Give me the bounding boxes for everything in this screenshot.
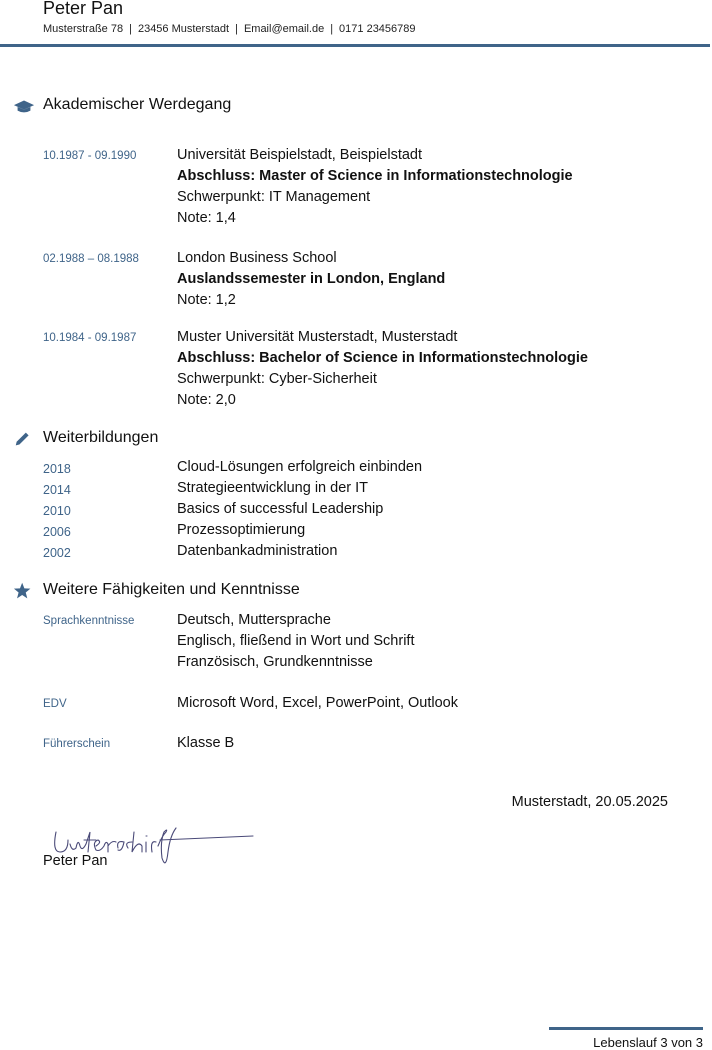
grade: Note: 2,0 xyxy=(177,392,236,408)
institution: London Business School xyxy=(177,250,337,266)
training-course: Basics of successful Leadership xyxy=(177,501,384,517)
cv-header xyxy=(0,0,710,47)
language-item: Deutsch, Muttersprache xyxy=(177,612,331,628)
it-label: EDV xyxy=(43,698,67,710)
languages-list xyxy=(177,610,414,673)
section-title-skills: Weitere Fähigkeiten und Kenntnisse xyxy=(43,581,300,598)
training-course: Strategieentwicklung in der IT xyxy=(177,480,369,496)
training-year: 2014 xyxy=(43,483,71,497)
address: Musterstraße 78 xyxy=(43,23,124,35)
it-value: Microsoft Word, Excel, PowerPoint, Outlook xyxy=(177,695,458,711)
academic-entry-2 xyxy=(177,248,445,311)
it-skills xyxy=(177,693,458,714)
email: Email@email.de xyxy=(243,23,325,35)
training-course: Cloud-Lösungen erfolgreich einbinden xyxy=(177,459,423,475)
separator: | xyxy=(235,23,238,35)
place-date: Musterstadt, 20.05.2025 xyxy=(511,794,668,810)
page-indicator: Lebenslauf 3 von 3 xyxy=(593,1035,703,1050)
license-value: Klasse B xyxy=(177,735,235,751)
training-year: 2018 xyxy=(43,462,71,476)
academic-date-3: 10.1984 - 09.1987 xyxy=(43,332,137,344)
academic-entry-3 xyxy=(177,327,588,411)
section-title-training: Weiterbildungen xyxy=(43,429,159,446)
page-footer xyxy=(549,1027,703,1050)
contact-line xyxy=(43,23,416,35)
training-year: 2006 xyxy=(43,525,71,539)
phone: 0171 23456789 xyxy=(339,23,416,35)
languages-label: Sprachkenntnisse xyxy=(43,615,135,627)
academic-date-2: 02.1988 – 08.1988 xyxy=(43,253,139,265)
training-course: Prozessoptimierung xyxy=(177,522,306,538)
pencil-icon xyxy=(13,430,35,448)
training-year: 2002 xyxy=(43,546,71,560)
grade: Note: 1,4 xyxy=(177,210,236,226)
graduation-cap-icon xyxy=(13,97,35,115)
academic-entry-1 xyxy=(177,145,573,229)
training-course: Datenbankadministration xyxy=(177,543,338,559)
star-icon xyxy=(13,582,35,600)
separator: | xyxy=(129,23,132,35)
grade: Note: 1,2 xyxy=(177,292,236,308)
signer-name: Peter Pan xyxy=(43,853,108,869)
city: 23456 Musterstadt xyxy=(137,23,230,35)
applicant-name: Peter Pan xyxy=(43,0,124,18)
focus: Schwerpunkt: Cyber-Sicherheit xyxy=(177,371,377,387)
section-title-academic: Akademischer Werdegang xyxy=(43,96,232,113)
license-label: Führerschein xyxy=(43,738,111,750)
language-item: Französisch, Grundkenntnisse xyxy=(177,654,373,670)
focus: Schwerpunkt: IT Management xyxy=(177,189,371,205)
institution: Muster Universität Musterstadt, Musterstadt xyxy=(177,329,458,345)
language-item: Englisch, fließend in Wort und Schrift xyxy=(177,633,415,649)
separator: | xyxy=(330,23,334,35)
training-year: 2010 xyxy=(43,504,71,518)
institution: Universität Beispielstadt, Beispielstadt xyxy=(177,147,423,163)
license xyxy=(177,733,234,754)
degree: Auslandssemester in London, England xyxy=(177,271,446,287)
degree: Abschluss: Master of Science in Informationstechnologie xyxy=(177,168,573,184)
academic-date-1: 10.1987 - 09.1990 xyxy=(43,150,137,162)
degree: Abschluss: Bachelor of Science in Informationstechnologie xyxy=(177,350,588,366)
